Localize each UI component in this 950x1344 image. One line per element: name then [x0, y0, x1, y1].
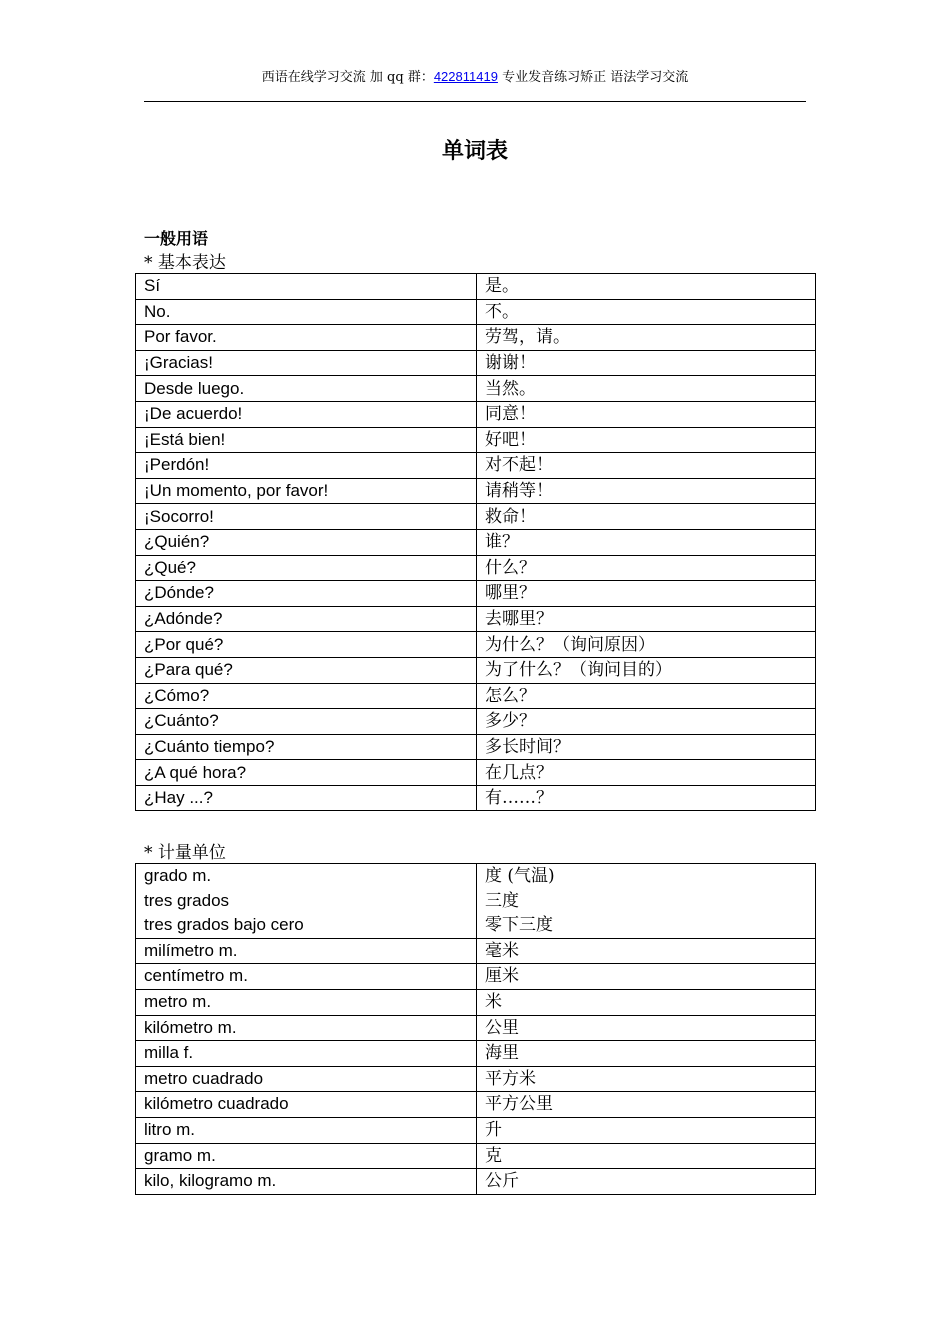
- table-row: [136, 1092, 816, 1118]
- spanish-term-line: kilo, kilogramo m.: [144, 1171, 277, 1191]
- chinese-meaning: 多少？: [477, 709, 816, 735]
- table-row: [136, 427, 816, 453]
- table-row: [136, 785, 816, 811]
- chinese-meaning: 为了什么？（询问目的）: [477, 657, 816, 683]
- table-row: [136, 299, 816, 325]
- basic-subtitle: * 基本表达: [144, 253, 226, 273]
- chinese-meaning: [477, 1041, 816, 1067]
- spanish-term-line: metro m.: [144, 991, 212, 1011]
- spanish-term: ¡Un momento, por favor!: [136, 478, 477, 504]
- spanish-term: ¿Para qué?: [136, 657, 477, 683]
- qq-group-link[interactable]: 422811419: [433, 69, 498, 84]
- units-table: [135, 863, 816, 1195]
- chinese-meaning: [477, 964, 816, 990]
- spanish-term: ¡De acuerdo!: [136, 401, 477, 427]
- spanish-term-line: milímetro m.: [144, 940, 238, 960]
- table-row: [136, 709, 816, 735]
- table-row: [136, 989, 816, 1015]
- basic-expressions-table: [135, 273, 816, 811]
- table-row: [136, 938, 816, 964]
- chinese-meaning: [477, 1169, 816, 1195]
- spanish-term: [136, 938, 477, 964]
- spanish-term: ¡Está bien!: [136, 427, 477, 453]
- chinese-meaning-line: 度 (气温): [485, 866, 555, 886]
- table-row: [136, 1143, 816, 1169]
- chinese-meaning-line: 米: [485, 991, 502, 1012]
- chinese-meaning-line: 三度: [485, 890, 519, 911]
- spanish-term-line: grado m.: [144, 866, 212, 885]
- table-row: [136, 864, 816, 939]
- table-row: [136, 760, 816, 786]
- chinese-meaning-line: 公斤: [485, 1171, 519, 1192]
- chinese-meaning: [477, 1092, 816, 1118]
- table-row: [136, 1117, 816, 1143]
- chinese-meaning: [477, 1015, 816, 1041]
- spanish-term: Desde luego.: [136, 376, 477, 402]
- chinese-meaning: 不。: [477, 299, 816, 325]
- spanish-term: ¡Socorro!: [136, 504, 477, 530]
- spanish-term: Por favor.: [136, 325, 477, 351]
- chinese-meaning-line: 升: [485, 1119, 502, 1140]
- chinese-meaning: 谢谢！: [477, 350, 816, 376]
- table-row: [136, 632, 816, 658]
- spanish-term: No.: [136, 299, 477, 325]
- table-row: [136, 964, 816, 990]
- chinese-meaning-line: 毫米: [485, 940, 519, 961]
- spanish-term: [136, 1041, 477, 1067]
- chinese-meaning: 哪里？: [477, 581, 816, 607]
- header-prefix: 西语在线学习交流 加 qq 群：: [261, 70, 434, 85]
- spanish-term: [136, 1169, 477, 1195]
- spanish-term: [136, 1143, 477, 1169]
- table-row: [136, 350, 816, 376]
- table-row: [136, 529, 816, 555]
- header-divider: [144, 101, 806, 102]
- chinese-meaning: 请稍等！: [477, 478, 816, 504]
- spanish-term: ¿Quién?: [136, 529, 477, 555]
- spanish-term: [136, 1015, 477, 1041]
- spanish-term-line: metro cuadrado: [144, 1068, 264, 1088]
- spanish-term-line: tres grados: [144, 890, 230, 910]
- chinese-meaning: 是。: [477, 274, 816, 300]
- spanish-term: [136, 864, 477, 939]
- table-row: [136, 1015, 816, 1041]
- table-row: [136, 683, 816, 709]
- spanish-term-line: kilómetro m.: [144, 1017, 237, 1037]
- chinese-meaning: [477, 938, 816, 964]
- chinese-meaning: [477, 1117, 816, 1143]
- table-row: [136, 325, 816, 351]
- chinese-meaning: 同意！: [477, 401, 816, 427]
- table-row: [136, 1066, 816, 1092]
- spanish-term: ¡Perdón!: [136, 453, 477, 479]
- spanish-term-line: centímetro m.: [144, 966, 248, 986]
- spanish-term-line: gramo m.: [144, 1145, 216, 1165]
- chinese-meaning-line: 海里: [485, 1043, 519, 1064]
- spanish-term-line: kilómetro cuadrado: [144, 1094, 289, 1114]
- chinese-meaning: 什么？: [477, 555, 816, 581]
- spanish-term: ¿Cuánto?: [136, 709, 477, 735]
- table-row: [136, 453, 816, 479]
- spanish-term-line: litro m.: [144, 1119, 195, 1139]
- table-row: [136, 401, 816, 427]
- spanish-term: ¿Cuánto tiempo?: [136, 734, 477, 760]
- chinese-meaning: 在几点？: [477, 760, 816, 786]
- spanish-term: [136, 1092, 477, 1118]
- spanish-term: ¿A qué hora?: [136, 760, 477, 786]
- chinese-meaning: 好吧！: [477, 427, 816, 453]
- chinese-meaning: 有……？: [477, 785, 816, 811]
- chinese-meaning: [477, 989, 816, 1015]
- spanish-term: ¡Gracias!: [136, 350, 477, 376]
- table-row: [136, 376, 816, 402]
- spanish-term: [136, 1117, 477, 1143]
- header-suffix: 专业发音练习矫正 语法学习交流: [497, 70, 689, 85]
- table-row: [136, 555, 816, 581]
- units-subtitle: * 计量单位: [144, 843, 226, 863]
- chinese-meaning: [477, 1066, 816, 1092]
- table-row: [136, 581, 816, 607]
- table-row: [136, 478, 816, 504]
- chinese-meaning: 去哪里？: [477, 606, 816, 632]
- spanish-term: [136, 964, 477, 990]
- page-header: [0, 66, 950, 85]
- spanish-term: ¿Cómo?: [136, 683, 477, 709]
- spanish-term: Sí: [136, 274, 477, 300]
- chinese-meaning: 多长时间？: [477, 734, 816, 760]
- chinese-meaning-line: 平方公里: [485, 1094, 553, 1115]
- table-row: [136, 504, 816, 530]
- section-title: 一般用语: [144, 229, 209, 248]
- chinese-meaning-line: 公里: [485, 1017, 519, 1038]
- chinese-meaning: 怎么？: [477, 683, 816, 709]
- spanish-term: [136, 989, 477, 1015]
- chinese-meaning: 劳驾，请。: [477, 325, 816, 351]
- chinese-meaning: 对不起！: [477, 453, 816, 479]
- spanish-term: ¿Hay ...?: [136, 785, 477, 811]
- spanish-term: ¿Adónde?: [136, 606, 477, 632]
- chinese-meaning-line: 零下三度: [485, 915, 553, 936]
- chinese-meaning: [477, 864, 816, 939]
- table-row: [136, 274, 816, 300]
- chinese-meaning: 救命！: [477, 504, 816, 530]
- chinese-meaning-line: 厘米: [485, 966, 519, 987]
- spanish-term-line: tres grados bajo cero: [144, 915, 304, 935]
- chinese-meaning: 谁？: [477, 529, 816, 555]
- spanish-term: ¿Por qué?: [136, 632, 477, 658]
- table-row: [136, 657, 816, 683]
- spanish-term-line: milla f.: [144, 1043, 194, 1063]
- page-title: 单词表: [441, 139, 508, 164]
- chinese-meaning-line: 平方米: [485, 1068, 536, 1089]
- spanish-term: ¿Dónde?: [136, 581, 477, 607]
- chinese-meaning: [477, 1143, 816, 1169]
- table-row: [136, 1169, 816, 1195]
- table-row: [136, 606, 816, 632]
- table-row: [136, 1041, 816, 1067]
- chinese-meaning-line: 克: [485, 1145, 502, 1166]
- spanish-term: [136, 1066, 477, 1092]
- spanish-term: ¿Qué?: [136, 555, 477, 581]
- table-row: [136, 734, 816, 760]
- chinese-meaning: 为什么？（询问原因）: [477, 632, 816, 658]
- chinese-meaning: 当然。: [477, 376, 816, 402]
